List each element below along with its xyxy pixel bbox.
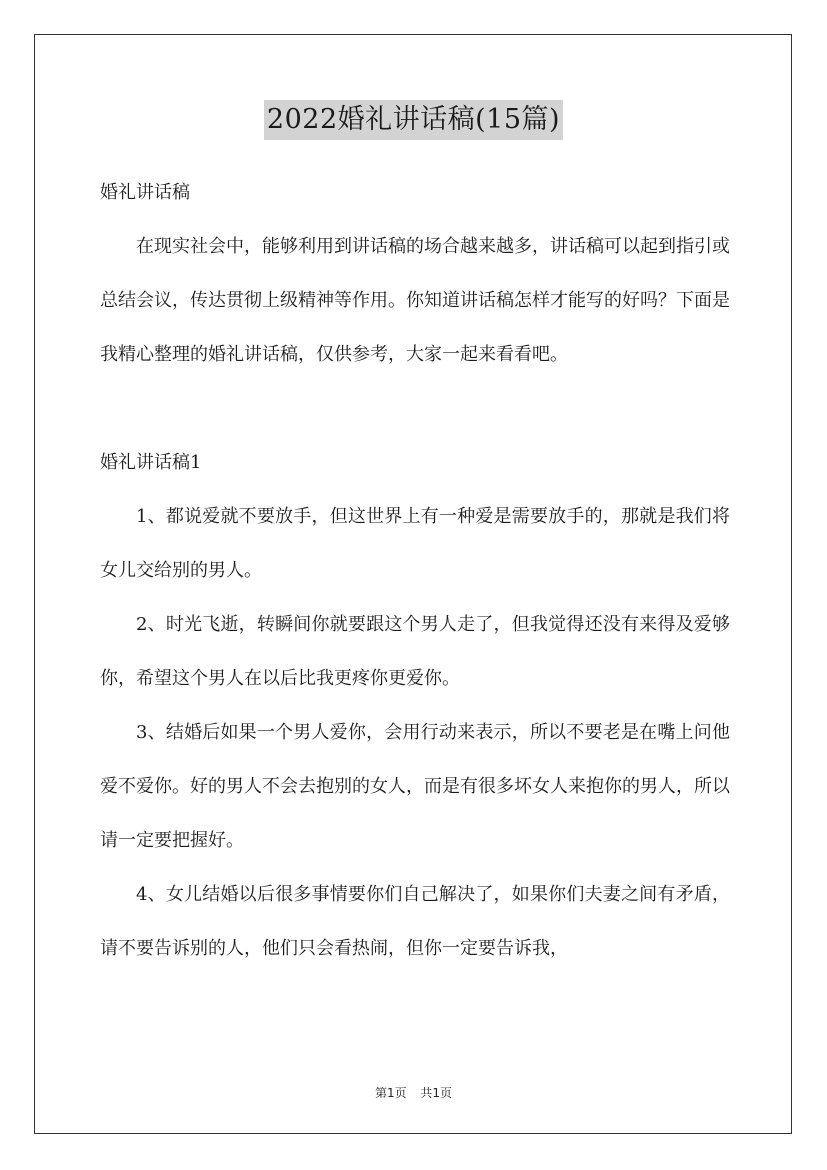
page-footer <box>0 1084 827 1101</box>
intro-paragraph: 在现实社会中，能够利用到讲话稿的场合越来越多，讲话稿可以起到指引或总结会议，传达贯彻上级精神等作用。你知道讲话稿怎样才能写的好吗？下面是我精心整理的婚礼讲话稿，仅供参考，大家一起来看看吧。 <box>100 236 730 365</box>
section-gap <box>100 382 730 436</box>
list-item: 3、结婚后如果一个男人爱你，会用行动来表示，所以不要老是在嘴上问他爱不爱你。好的男人不会去抱别的女人，而是有很多坏女人来抱你的男人，所以请一定要把握好。 <box>100 722 730 851</box>
list-item: 1、都说爱就不要放手，但这世界上有一种爱是需要放手的，那就是我们将女儿交给别的男人。 <box>100 506 730 581</box>
page-total: 共1页 <box>420 1086 453 1100</box>
document-title: 2022婚礼讲话稿(15篇) <box>264 100 563 140</box>
intro-heading: 婚礼讲话稿 <box>100 182 190 203</box>
list-item: 2、时光飞逝，转瞬间你就要跟这个男人走了，但我觉得还没有来得及爱够你，希望这个男人在以后比我更疼你更爱你。 <box>100 614 730 689</box>
title-container <box>0 100 827 140</box>
list-item: 4、女儿结婚以后很多事情要你们自己解决了，如果你们夫妻之间有矛盾，请不要告诉别的人，他们只会看热闹，但你一定要告诉我， <box>100 884 730 959</box>
page-number: 第1页 <box>374 1086 407 1100</box>
document-body <box>100 166 730 976</box>
section-heading: 婚礼讲话稿1 <box>100 452 202 473</box>
